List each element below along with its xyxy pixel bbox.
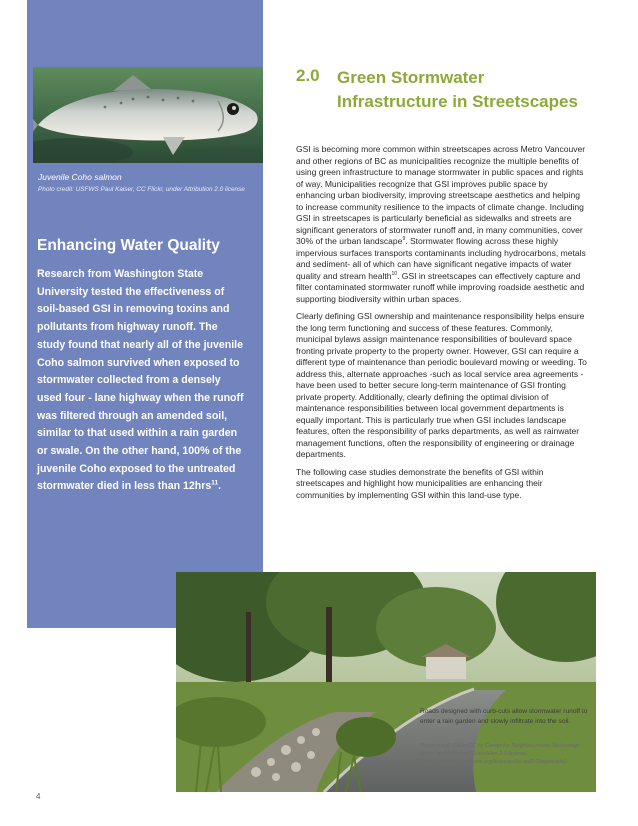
paragraph-1-part-a: GSI is becoming more common within streetscapes across Metro Vancouver and other regions of BC as municipalities recognize the multiple benefits of using green infrastructure to manage stormwater in public spaces and rights of way. Municipalities recognize that GSI improves public space by enhancing urban biodiversity, improving streetscape aesthetics and helping to increase community resilience to the impacts of climate change. Including GSI in streetscapes is particularly beneficial as sidewalks and streets are significant generators of stormwater runoff and, in many communities, cover 30% of the urban landscape [296,144,586,246]
road-photo-credit: Photo credit: Flickr CC by Center for Neighbourhood Technology under an Attribution-ShareAlike 2.0 license (https://creativecommons.org/licenses/by-sa/2.0/legalcode) [420,743,580,766]
sidebar-body-text [37,266,247,496]
main-body-text [296,144,588,507]
page-number: 4 [36,792,41,801]
footnote-11: 11 [211,479,219,487]
salmon-caption-title: Juvenile Coho salmon [38,172,122,182]
sidebar-body-end: . [218,480,222,493]
road-photo-caption: Roads designed with curb-cuts allow stormwater runoff to enter a rain garden and slowly infiltrate into the soil. [420,708,588,725]
paragraph-2: Clearly defining GSI ownership and maintenance responsibility helps ensure the long term functioning and success of these features. Commonly, municipal bylaws assign maintenance responsibilities of boulevard space fronting private property to the property owner. However, GSI can require a different type of maintenance than periodic boulevard mowing or weeding. To address this, alternate approaches -such as local service area agreements - have been used to better secure long-term maintenance of GSI fronting private property. Additionally, clearly defining the optimal division of maintenance responsibilities between local government departments is equally important. This is particularly true when GSI includes landscape features, often the responsibility of parks departments, as well as rainwater management functions, often the responsibility of engineering or drainage departments. [296,311,587,459]
section-number: 2.0 [296,66,320,85]
section-title: Green Stormwater Infrastructure in Streetscapes [337,68,578,111]
footnote-9: 9 [402,236,406,243]
salmon-photo-credit: Photo credit: USFWS Paul Kaiser, CC Flickr, under Attribution 2.0 license [38,186,245,193]
paragraph-1 [296,144,588,305]
sidebar-body-main: Research from Washington State University tested the effectiveness of soil-based GSI in removing toxins and pollutants from highway runoff. The study found that nearly all of the juvenile Coho salmon survived when exposed to stormwater collected from a densely used four - lane highway when the runoff was filtered through an amended soil, similar to that used within a rain garden or swale. On the other hand, 100% of the juvenile Coho exposed to the untreated stormwater died in less than 12hrs [37,268,244,493]
footnote-10: 10 [391,270,398,277]
paragraph-3: The following case studies demonstrate the benefits of GSI within streetscapes and highlight how municipalities are enhancing their communities by implementing GSI within this land-use type. [296,466,544,500]
salmon-photo [33,67,263,163]
paragraph-1-part-c: . GSI in streetscapes can effectively capture and filter contaminated stormwater runoff while improving roadside aesthetic and supporting biodiversity within urban spaces. [296,270,585,304]
fish-icon [33,67,263,163]
paragraph-1-part-b: . Stormwater flowing across these highly impervious surfaces transports contaminants including hydrocarbons, metals and sediment- all of which can have significant negative impacts of water quality and stream health [296,236,586,281]
sidebar-heading: Enhancing Water Quality [37,237,220,254]
